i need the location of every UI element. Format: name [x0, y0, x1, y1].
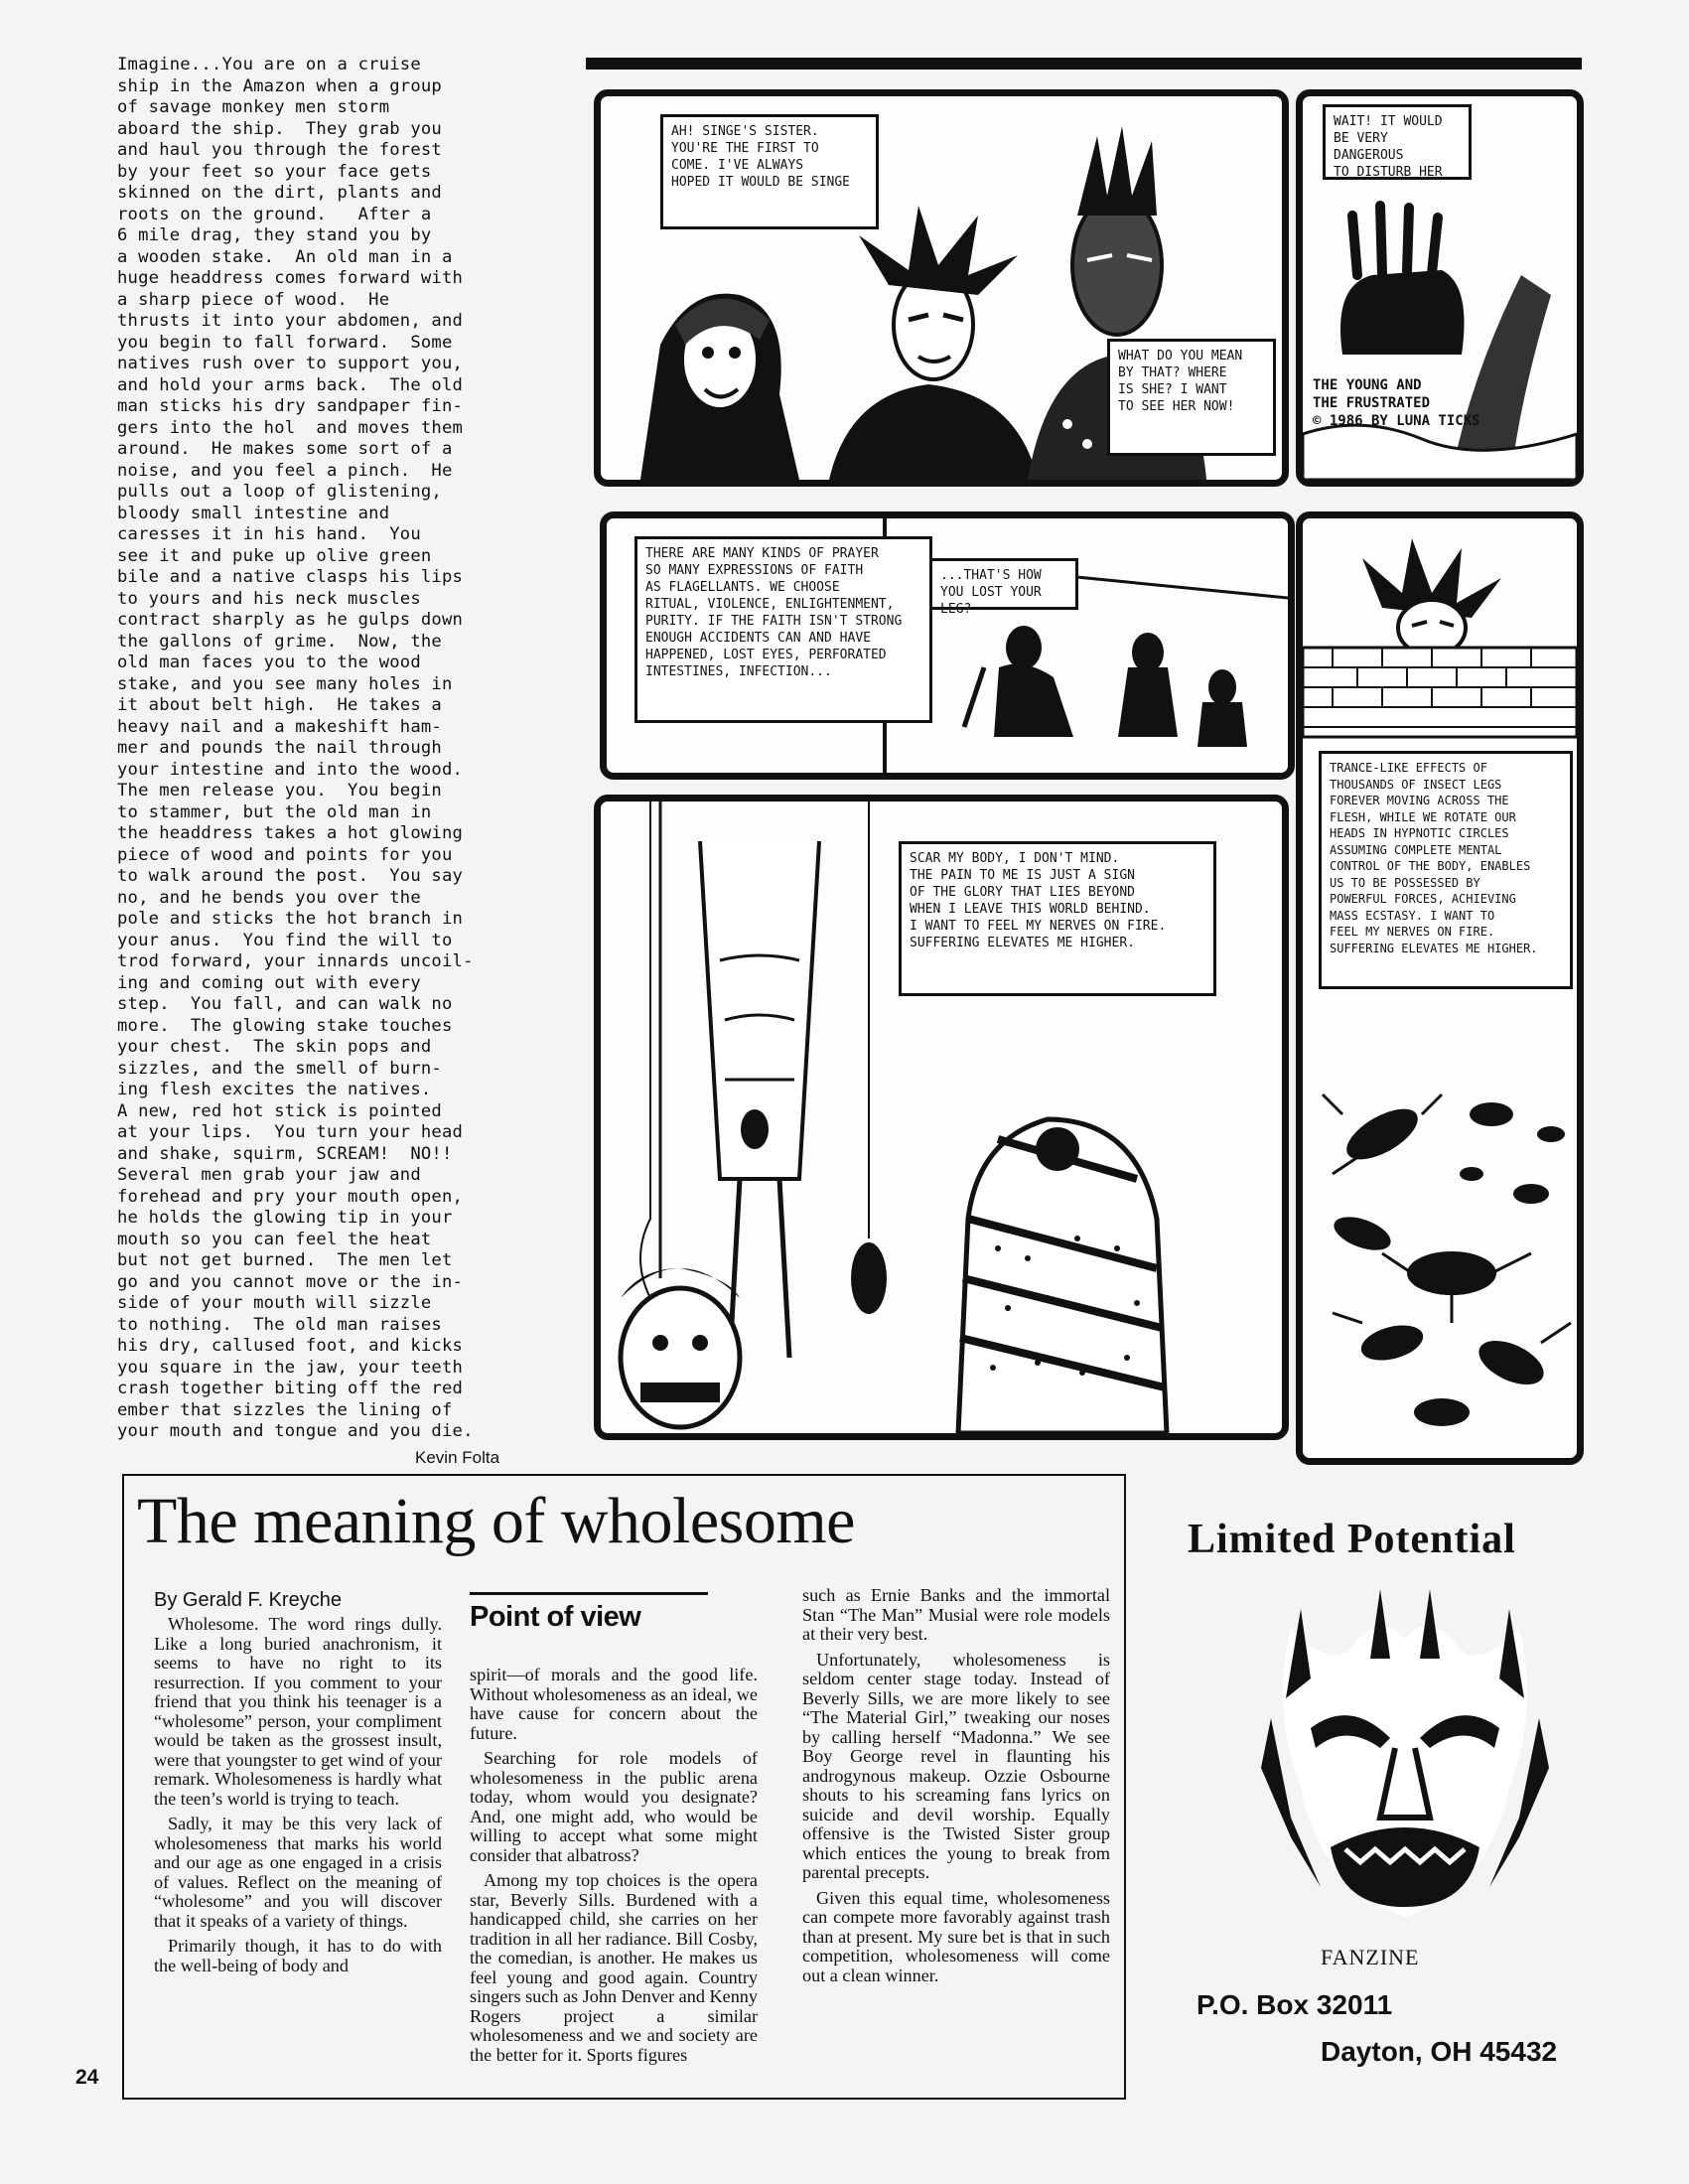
story-line: bile and a native clasps his lips	[117, 567, 464, 587]
story-line: bloody small intestine and	[117, 503, 390, 523]
story-line: he holds the glowing tip in your	[117, 1208, 453, 1228]
article-paragraph: such as Ernie Banks and the immortal Stan “The Man” Musial were role models at their very best.	[802, 1585, 1110, 1644]
story-line: The men release you. You begin	[117, 781, 442, 801]
story-line: ship in the Amazon when a group	[117, 75, 442, 96]
story-line: forehead and pry your mouth open,	[117, 1186, 464, 1207]
ad-city: Dayton, OH 45432	[1321, 2036, 1558, 2067]
screaming-face-illustration	[1231, 1589, 1579, 1937]
story-line: Several men grab your jaw and	[117, 1165, 421, 1185]
story-line: crash together biting off the red	[117, 1379, 464, 1398]
story-line: but not get burned. The men let	[117, 1250, 453, 1270]
panel-3-balloon-2: ...THAT'S HOW YOU LOST YOUR LEG?	[929, 558, 1078, 610]
story-line: Imagine...You are on a cruise	[117, 55, 421, 74]
story-line: see it and puke up olive green	[117, 545, 432, 566]
ad-po-box: P.O. Box 32011	[1196, 1989, 1393, 2020]
article-title: The meaning of wholesome	[137, 1485, 855, 1557]
story-line: caresses it in his hand. You	[117, 524, 421, 544]
story-line: mouth so you can feel the heat	[117, 1229, 432, 1249]
story-line: and shake, squirm, SCREAM! NO!!	[117, 1143, 453, 1164]
story-line: stake, and you see many holes in	[117, 673, 453, 694]
comic-top-rule	[586, 58, 1582, 70]
story-line: side of your mouth will sizzle	[117, 1293, 432, 1313]
story-line: no, and he bends you over the	[117, 887, 421, 908]
story-line: skinned on the dirt, plants and	[117, 183, 442, 203]
page-number: 24	[75, 2066, 99, 2089]
story-line: roots on the ground. After a	[117, 204, 432, 224]
section-label: Point of view	[470, 1601, 641, 1633]
article-paragraph: Sadly, it may be this very lack of wholesomeness that marks his world and our age as one engaged in a crisis of values. Reflect on the meaning of “wholesome” and you will discover that it speaks of a variety of things.	[154, 1814, 442, 1931]
comic-panel-2	[1296, 89, 1584, 487]
story-line: the gallons of grime. Now, the	[117, 631, 442, 652]
article-paragraph: Given this equal time, wholesomeness can compete more favorably against trash than at present. My sure bet is that in such competition, wholesomeness will come out a clean winner.	[802, 1887, 1110, 1985]
story-line: gers into the hol and moves them	[117, 417, 464, 438]
story-text	[117, 55, 554, 1443]
story-line: trod forward, your innards uncoil-	[117, 951, 474, 971]
comic-panel-1	[594, 89, 1289, 487]
story-line: to nothing. The old man raises	[117, 1314, 442, 1335]
story-line: huge headdress comes forward with	[117, 268, 464, 288]
story-line: pulls out a loop of glistening,	[117, 482, 442, 502]
story-line: old man faces you to the wood	[117, 653, 421, 672]
article-paragraph: Searching for role models of wholesomeness in the public arena today, whom would you designate? And, one might add, who would be willing to accept what some might consider that albatross?	[470, 1748, 758, 1865]
article-paragraph: Among my top choices is the opera star, Beverly Sills. Burdened with a handicapped child, she carries on her tradition in all her radiance. Bill Cosby, the comedian, is another. He makes us feel young and good again. Country singers such as John Denver and Kenny Rogers project a similar wholesomeness and we and society are the better for it. Sports figures	[470, 1870, 758, 2065]
story-line: ing flesh excites the natives.	[117, 1080, 432, 1099]
story-line: more. The glowing stake touches	[117, 1015, 453, 1036]
story-line: a wooden stake. An old man in a	[117, 246, 453, 267]
panel-5-balloon: SCAR MY BODY, I DON'T MIND. THE PAIN TO ME IS JUST A SIGN OF THE GLORY THAT LIES BEYOND WHEN I LEAVE THIS WORLD BEHIND. I WANT TO FEEL MY NERVES ON FIRE. SUFFERING ELEVATES ME HIGHER.	[899, 841, 1216, 996]
story-line: by your feet so your face gets	[117, 161, 432, 182]
article-paragraph: spirit—of morals and the good life. Without wholesomeness as an ideal, we have cause for concern about the future.	[470, 1665, 758, 1743]
panel-3-balloon: THERE ARE MANY KINDS OF PRAYER SO MANY EXPRESSIONS OF FAITH AS FLAGELLANTS. WE CHOOSE RITUAL, VIOLENCE, ENLIGHTENMENT, PURITY. IF THE FAITH ISN'T STRONG ENOUGH ACCIDENTS CAN AND HAVE HAPPENED, LOST EYES, PERFORATED INTESTINES, INFECTION...	[634, 536, 932, 723]
panel-2-balloon: WAIT! IT WOULD BE VERY DANGEROUS TO DISTURB HER	[1323, 104, 1472, 180]
story-line: his dry, callused foot, and kicks	[117, 1336, 464, 1356]
story-line: of savage monkey men storm	[117, 97, 390, 117]
story-line: around. He makes some sort of a	[117, 439, 453, 459]
story-line: a sharp piece of wood. He	[117, 289, 390, 310]
comic-panel-5	[594, 795, 1289, 1440]
story-line: pole and sticks the hot branch in	[117, 909, 464, 929]
ad-title: Limited Potential	[1188, 1517, 1516, 1562]
story-line: your intestine and into the wood.	[117, 759, 464, 780]
article-byline: By Gerald F. Kreyche	[154, 1589, 342, 1611]
comic-panel-4	[1296, 511, 1584, 1465]
story-line: your anus. You find the will to	[117, 930, 453, 950]
story-line: the headdress takes a hot glowing	[117, 823, 464, 843]
story-line: to yours and his neck muscles	[117, 588, 421, 609]
story-line: contract sharply as he gulps down	[117, 610, 464, 630]
story-line: ember that sizzles the lining of	[117, 1399, 453, 1420]
story-line: to walk around the post. You say	[117, 866, 464, 886]
story-line: heavy nail and a makeshift ham-	[117, 716, 442, 737]
panel-2-credit: THE YOUNG AND THE FRUSTRATED © 1986 BY LUNA TICKS	[1313, 377, 1480, 429]
article-column-1	[154, 1615, 442, 1981]
article-paragraph: Wholesome. The word rings dully. Like a long buried anachronism, it seems to have no right to its resurrection. If you comment to your friend that you think his teenager is a “wholesome” person, your compliment would be taken as the grossest insult, were that youngster to get wind of your remark. Wholesomeness is hardly what the teen’s world is trying to teach.	[154, 1614, 442, 1809]
section-rule	[470, 1592, 708, 1595]
story-line: 6 mile drag, they stand you by	[117, 225, 432, 245]
article-paragraph: Unfortunately, wholesomeness is seldom center stage today. Instead of Beverly Sills, we are more likely to see “The Material Girl,” tweaking our noses by calling herself “Madonna.” We see Boy George revel in flaunting his androgynous makeup. Ozzie Osbourne shouts to his screaming fans lyrics on suicide and devil worship. Equally offensive is the Twisted Sister group which entices the young to break from parental precepts.	[802, 1649, 1110, 1882]
story-line: piece of wood and points for you	[117, 844, 453, 865]
story-line: go and you cannot move or the in-	[117, 1271, 464, 1292]
article-paragraph: Primarily though, it has to do with the well-being of body and	[154, 1936, 442, 1975]
story-line: ing and coming out with every	[117, 972, 421, 993]
story-line: man sticks his dry sandpaper fin-	[117, 396, 464, 416]
panel-1-balloon-2: WHAT DO YOU MEAN BY THAT? WHERE IS SHE? I WANT TO SEE HER NOW!	[1107, 339, 1276, 456]
story-line: your chest. The skin pops and	[117, 1037, 432, 1057]
article-column-2	[470, 1666, 758, 2071]
story-line: it about belt high. He takes a	[117, 695, 442, 715]
story-line: at your lips. You turn your head	[117, 1122, 464, 1142]
story-line: to stammer, but the old man in	[117, 801, 432, 822]
story-line: you begin to fall forward. Some	[117, 332, 453, 353]
ad-subtitle: FANZINE	[1321, 1945, 1420, 1969]
story-author: Kevin Folta	[415, 1448, 500, 1467]
article-column-3	[802, 1586, 1110, 1991]
story-line: aboard the ship. They grab you	[117, 118, 442, 139]
comic-panel-3	[600, 511, 1295, 780]
story-line: A new, red hot stick is pointed	[117, 1100, 442, 1121]
story-line: and hold your arms back. The old	[117, 374, 464, 395]
story-line: your mouth and tongue and you die.	[117, 1421, 474, 1441]
panel-1-balloon: AH! SINGE'S SISTER. YOU'RE THE FIRST TO COME. I'VE ALWAYS HOPED IT WOULD BE SINGE	[660, 114, 879, 229]
story-line: mer and pounds the nail through	[117, 738, 442, 758]
story-line: noise, and you feel a pinch. He	[117, 460, 453, 481]
story-line: and haul you through the forest	[117, 140, 442, 160]
panel-4-balloon: TRANCE-LIKE EFFECTS OF THOUSANDS OF INSECT LEGS FOREVER MOVING ACROSS THE FLESH, WHILE WE ROTATE OUR HEADS IN HYPNOTIC CIRCLES ASSUMING COMPLETE MENTAL CONTROL OF THE BODY, ENABLES US TO BE POSSESSED BY POWERFUL FORCES, ACHIEVING MASS ECSTASY. I WANT TO FEEL MY NERVES ON FIRE. SUFFERING ELEVATES ME HIGHER.	[1319, 751, 1573, 989]
story-line: natives rush over to support you,	[117, 354, 464, 373]
story-line: sizzles, and the smell of burn-	[117, 1058, 442, 1079]
story-line: you square in the jaw, your teeth	[117, 1357, 464, 1378]
story-line: thrusts it into your abdomen, and	[117, 311, 464, 331]
story-line: step. You fall, and can walk no	[117, 994, 453, 1014]
